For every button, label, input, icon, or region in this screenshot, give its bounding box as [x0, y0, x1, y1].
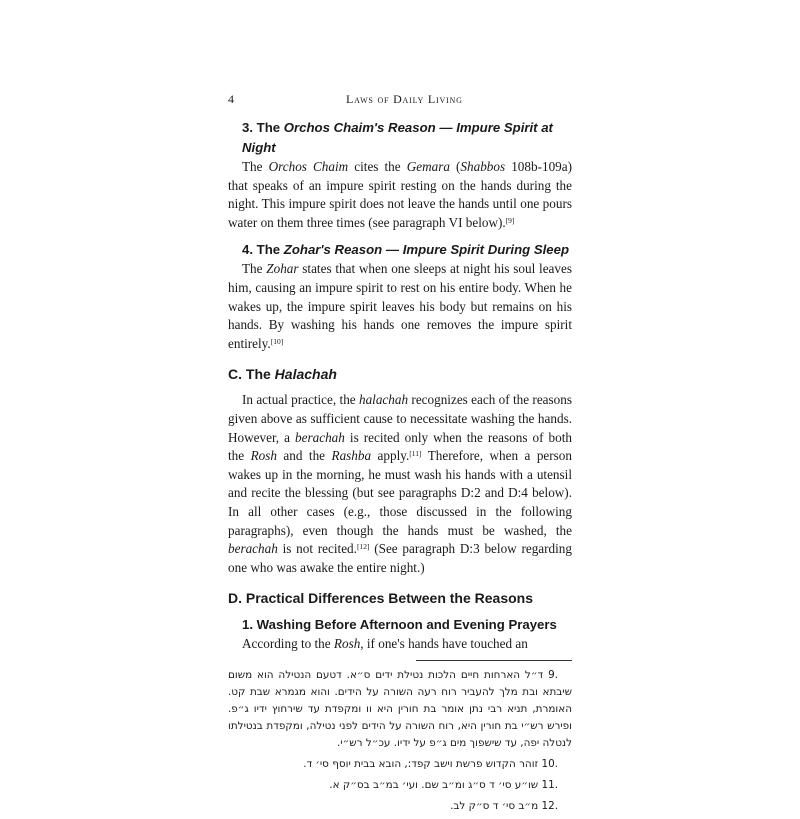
running-head: [228, 90, 572, 110]
heading-washing-before-prayers: 1. Washing Before Afternoon and Evening Prayers: [242, 617, 557, 633]
heading-the-halachah: C. The Halachah: [228, 366, 337, 383]
footnote-10: 10. זוהר הקדוש פרשת וישב קפד:, הובא בבית יוסף סי׳ ד.: [303, 757, 558, 770]
footnotes: [228, 667, 572, 815]
book-page: [228, 90, 572, 819]
footnote-divider: [416, 660, 572, 661]
heading-zohar-reason: 4. The Zohar's Reason — Impure Spirit During Sleep: [242, 242, 570, 258]
heading-orchos-chaim-reason: 3. The Orchos Chaim's Reason — Impure Spirit at Night: [242, 120, 553, 155]
page-number: 4: [228, 92, 235, 106]
running-title: Laws of Daily Living: [346, 92, 463, 106]
footnote-ref-9[interactable]: [9]: [505, 215, 515, 225]
paragraph-halachah: In actual practice, the halachah recognizes each of the reasons given above as sufficient cause to necessitate washing the hands. However, a berachah is recited only when the reasons of both the Rosh and the Rashba apply.[11] Therefore, when a person wakes up in the morning, he must wash his hands with a utensil and recite the blessing (but see paragraphs D:2 and D:4 below). In all other cases (e.g., those discussed in the following paragraphs), even though the hands must be washed, the berachah is not recited.[12] (See paragraph D:3 below regarding one who was awake the entire night.): [228, 392, 572, 575]
paragraph-rosh-hands: According to the Rosh, if one's hands have touched an: [242, 636, 528, 652]
footnote-9: 9. ד״ל הארחות חיים הלכות נטילת ידים ס״א. דטעם הנטילה הוא משום שיבתא ובת מלך להעביר רוח רעה השורה על הידים. והוא מגמרא שבת קט. האומרת, תניא רבי נתן אומר בת חורין היא וו ומקפדת עד שירחוץ ידיו ג״פ. ופירש רש״י בת חורין היא, רוח השורה על הידים לפני נטילה, ומקפדת בנטילתו לנטלה יפה, עד שישפוך מים ג״פ על ידיו. עכ״ל רש״י.: [228, 668, 572, 749]
paragraph-orchos-chaim: The Orchos Chaim cites the Gemara (Shabbos 108b-109a) that speaks of an impure spirit resting on the hands during the night. This impure spirit does not leave the hands until one pours water on them three times (see paragraph VI below).[9]: [228, 159, 572, 230]
footnote-ref-10[interactable]: [10]: [270, 336, 284, 346]
footnote-ref-11[interactable]: [11]: [409, 449, 422, 459]
footnote-12: 12. מ״ב סי׳ ד ס״ק לב.: [450, 799, 558, 812]
heading-practical-differences: D. Practical Differences Between the Reasons: [228, 590, 534, 607]
footnote-ref-12[interactable]: [12]: [356, 542, 370, 552]
paragraph-zohar: The Zohar states that when one sleeps at night his soul leaves him, causing an impure spirit to rest on his entire body. When he wakes up, the impure spirit leaves his body but remains on his hands. By washing his hands one removes the impure spirit entirely.[10]: [228, 261, 572, 351]
footnote-11: 11. שו״ע סי׳ ד ס״ג ומ״ב שם. ועי׳ במ״ב בס״ק א.: [329, 778, 558, 791]
